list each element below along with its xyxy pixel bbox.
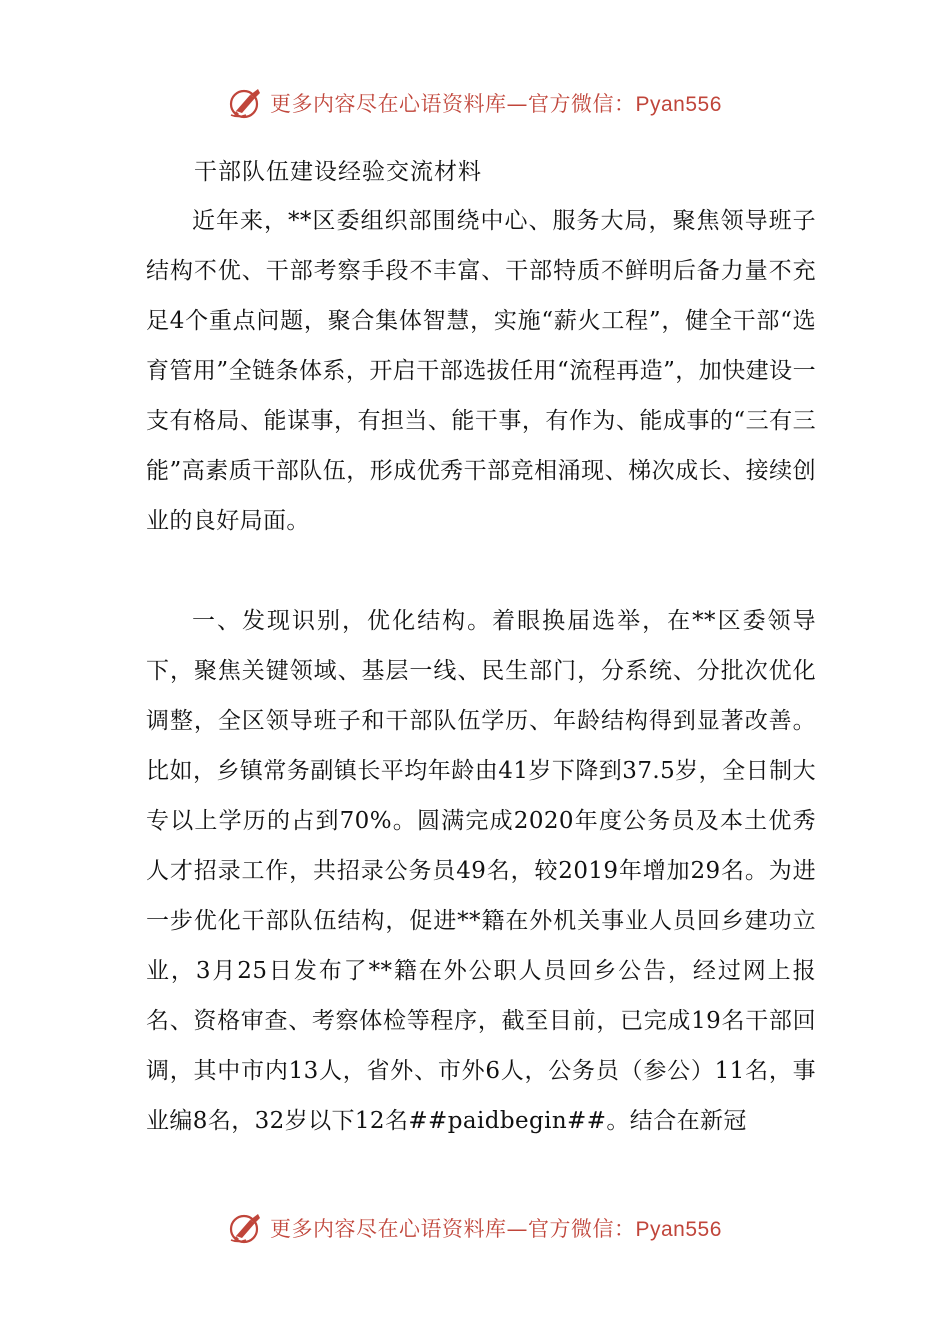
watermark-banner-bottom: [0, 1203, 950, 1253]
paragraph-intro: 近年来，**区委组织部围绕中心、服务大局，聚焦领导班子结构不优、干部考察手段不丰富、干部特质不鲜明后备力量不充足4个重点问题，聚合集体智慧，实施“薪火工程”，健全干部“选育管用”全链条体系，开启干部选拔任用“流程再造”，加快建设一支有格局、能谋事，有担当、能干事，有作为、能成事的“三有三能”高素质干部队伍，形成优秀干部竞相涌现、梯次成长、接续创业的良好局面。: [146, 208, 816, 534]
wechat-id: Pyan556: [635, 93, 722, 116]
paragraph-section-one: 一、发现识别，优化结构。着眼换届选举，在**区委领导下，聚焦关键领域、基层一线、民生部门，分系统、分批次优化调整，全区领导班子和干部队伍学历、年龄结构得到显著改善。比如，乡镇常务副镇长平均年龄由41岁下降到37.5岁，全日制大专以上学历的占到70%。圆满完成2020年度公务员及本土优秀人才招录工作，共招录公务员49名，较2019年增加29名。为进一步优化干部队伍结构，促进**籍在外机关事业人员回乡建功立业，3月25日发布了**籍在外公职人员回乡公告，经过网上报名、资格审查、考察体检等程序，截至目前，已完成19名干部回调，其中市内13人，省外、市外6人，公务员（参公）11名，事业编8名，32岁以下12名##paidbegin##。结合在新冠: [146, 608, 816, 1134]
pen-nib-logo-icon: [228, 1210, 264, 1246]
watermark-banner-top: [0, 78, 950, 128]
watermark-text: 更多内容尽在心语资料库—官方微信：Pyan556: [270, 92, 722, 116]
pen-nib-logo-icon: [228, 85, 264, 121]
wechat-id: Pyan556: [635, 1218, 722, 1241]
watermark-text: 更多内容尽在心语资料库—官方微信：Pyan556: [270, 1217, 722, 1241]
document-title: 干部队伍建设经验交流材料: [194, 159, 482, 185]
